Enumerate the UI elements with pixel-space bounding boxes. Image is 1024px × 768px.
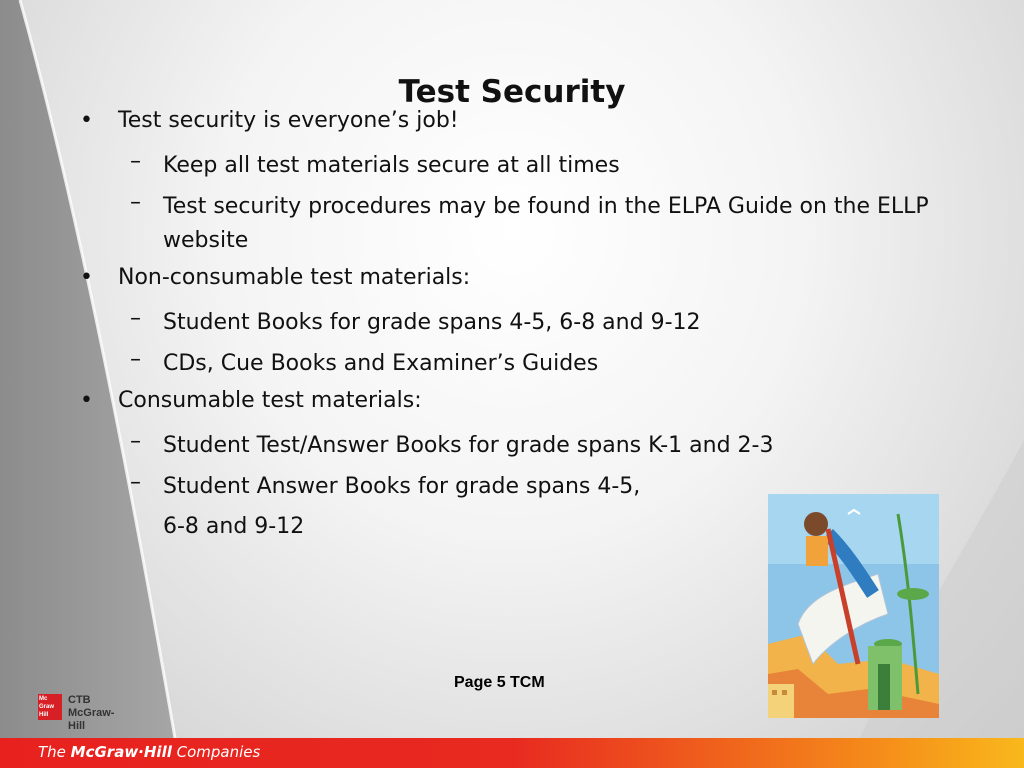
logo-line-mcgraw-hill: McGraw-Hill — [68, 707, 115, 732]
sub-bullet-text: Keep all test materials secure at all times — [163, 153, 620, 178]
dash-marker: – — [130, 190, 141, 215]
sub-bullet-text: Student Answer Books for grade spans 4-5, — [163, 474, 641, 499]
mcgraw-hill-logo-box — [38, 694, 62, 720]
ctb-mcgraw-hill-logo — [38, 694, 115, 732]
bullet-marker: • — [80, 388, 93, 413]
logo-box-line: Mc — [39, 696, 48, 702]
sub-bullet-text: Student Books for grade spans 4-5, 6-8 and 9-12 — [163, 310, 701, 335]
sub-bullet-text: CDs, Cue Books and Examiner’s Guides — [163, 351, 599, 376]
sub-bullet-text: Test security procedures may be found in the ELPA Guide on the ELLP — [163, 194, 929, 219]
sub-bullet-text: 6-8 and 9-12 — [163, 514, 305, 539]
logo-box-line: Graw — [39, 704, 55, 710]
footer-brand: McGraw·Hill — [70, 743, 172, 761]
sub-bullet-text: Student Test/Answer Books for grade spans K-1 and 2-3 — [163, 433, 774, 458]
footer-prefix: The — [38, 743, 71, 761]
bullet-text: Test security is everyone’s job! — [118, 108, 459, 133]
dash-marker: – — [130, 149, 141, 174]
bullet-text: Non-consumable test materials: — [118, 265, 471, 290]
bullet-text: Consumable test materials: — [118, 388, 422, 413]
illustration — [768, 494, 939, 718]
logo-box-line: Hill — [39, 712, 49, 718]
footer-text — [38, 743, 260, 761]
sub-bullet-text: website — [163, 228, 249, 253]
footer-suffix: Companies — [171, 743, 261, 761]
dash-marker: – — [130, 470, 141, 495]
dash-marker: – — [130, 306, 141, 331]
dash-marker: – — [130, 429, 141, 454]
slide-title: Test Security — [398, 74, 626, 110]
page-label: Page 5 TCM — [454, 674, 545, 691]
dash-marker: – — [130, 347, 141, 372]
bullet-marker: • — [80, 108, 93, 133]
bullet-marker: • — [80, 265, 93, 290]
logo-line-ctb: CTB — [68, 694, 91, 706]
logo-text — [68, 694, 114, 733]
